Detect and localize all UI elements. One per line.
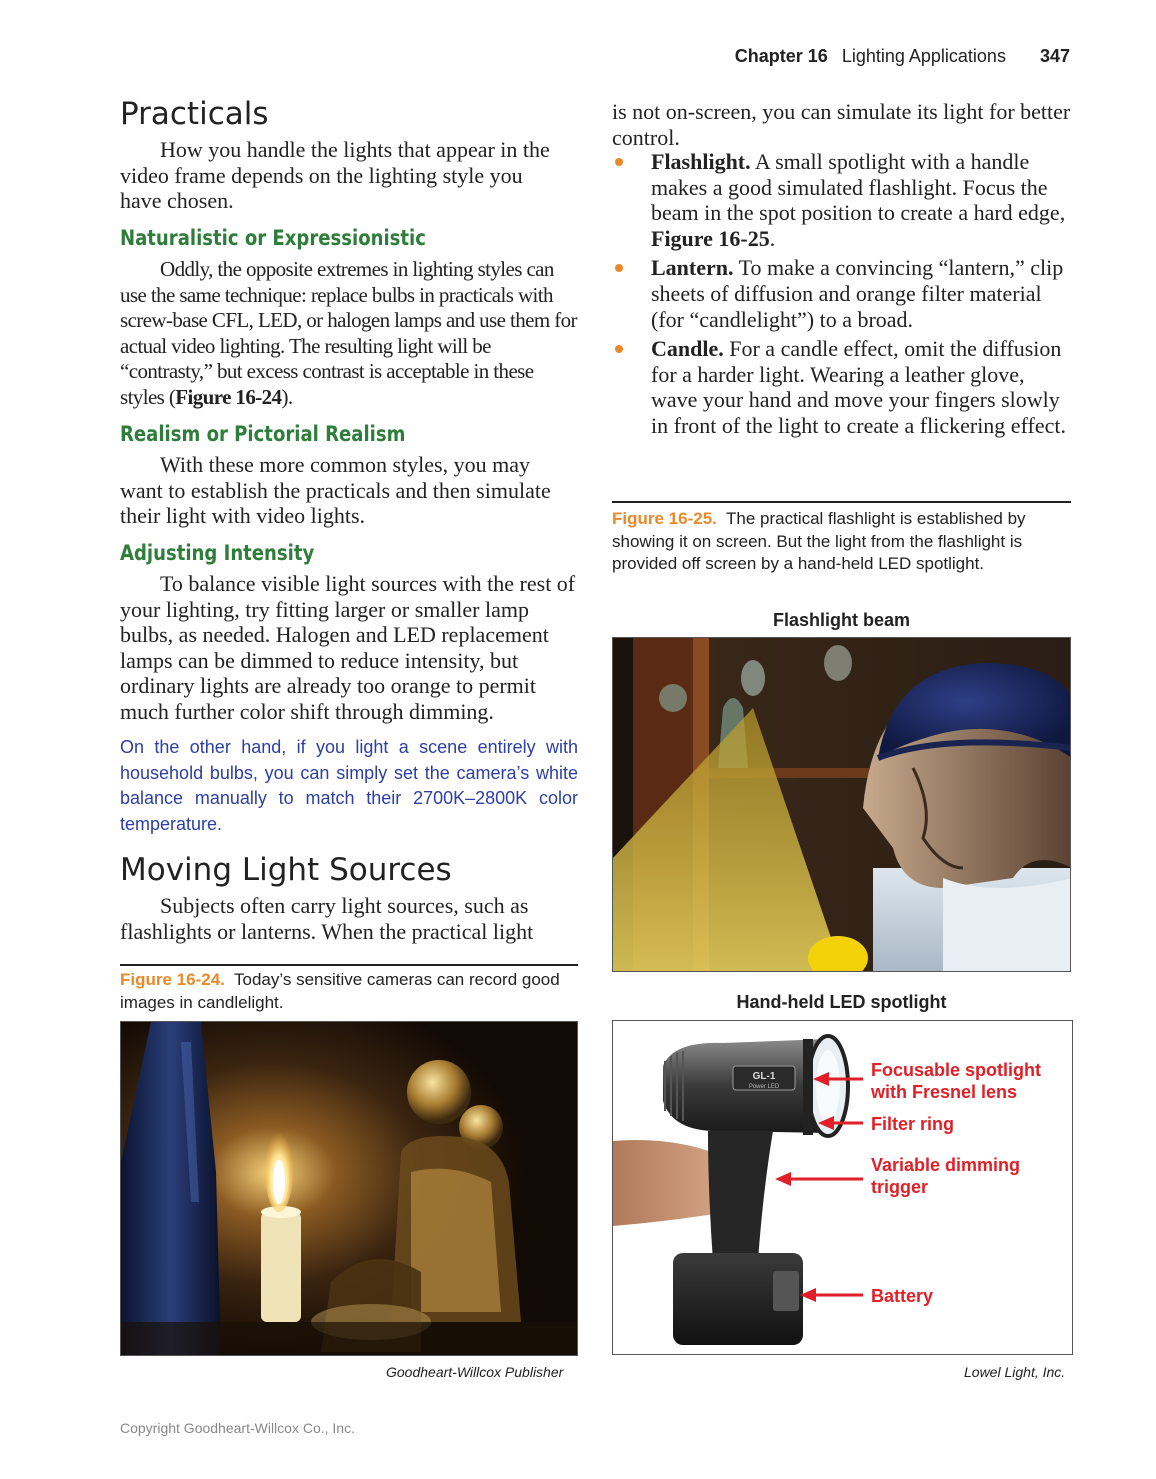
figure-25-credit: Lowel Light, Inc.	[964, 1364, 1066, 1380]
continuation-text: is not on-screen, you can simulate its light for better control.	[612, 99, 1071, 150]
led-spotlight-photo	[612, 1020, 1073, 1355]
flashlight-beam-photo	[612, 637, 1071, 972]
handle	[708, 1131, 773, 1261]
bullet-dot	[615, 158, 623, 166]
running-head	[735, 46, 1070, 67]
intensity-note: On the other hand, if you light a scene entirely with household bulbs, you can simply set the camera’s white balance manually to match their 2700K–2800K color temperature.	[120, 737, 578, 834]
candle	[261, 1212, 301, 1322]
naturalistic-body: Oddly, the opposite extremes in lighting styles can use the same technique: replace bulbs in practicals with screw-base CFL, LED, or halogen lamps and use them for actual video lighting. The resulting light will be “contrasty,” but excess contrast is acceptable in these styles (Figure 16-24).	[120, 257, 577, 409]
heading-realism: Realism or Pictorial Realism	[120, 422, 406, 446]
intensity-body: To balance visible light sources with the rest of your lighting, try fitting larger or smaller lamp bulbs, as needed. Halogen and LED replacement lamps can be dimmed to reduce intensity, but ordinary lights are already too orange to permit much further color shift through dimming.	[120, 571, 576, 724]
figure-16-25-reference[interactable]: Figure 16-25	[651, 225, 770, 251]
flashlight-beam-title: Flashlight beam	[772, 610, 911, 630]
device-label: GL-1	[752, 1071, 776, 1082]
heading-moving-light-sources: Moving Light Sources	[120, 852, 452, 888]
figure-25-label: Figure 16-25.	[612, 509, 717, 528]
callout-filter-ring: Filter ring	[871, 1114, 955, 1134]
list-item-candle: Candle. For a candle effect, omit the diffusion for a harder light. Wearing a leather glove, wave your hand and move your fingers slowly in front of the light to create a flickering effect.	[612, 336, 1072, 438]
figure-24-label: Figure 16-24.	[120, 970, 225, 989]
moving-body: Subjects often carry light sources, such as flashlights or lanterns. When the practical light	[120, 893, 534, 944]
callout-lens: Focusable spotlight with Fresnel lens	[871, 1060, 1042, 1102]
practicals-intro: How you handle the lights that appear in the video frame depends on the lighting style you have chosen.	[120, 137, 550, 214]
list-item-flashlight: Flashlight. A small spotlight with a handle makes a good simulated flashlight. Focus the beam in the spot position to create a hard edge, Figure 16-25.	[612, 149, 1072, 251]
callout-battery: Battery	[871, 1286, 934, 1306]
spotlight-title: Hand-held LED spotlight	[736, 992, 947, 1012]
heading-practicals: Practicals	[120, 96, 269, 132]
figure-24-rule	[120, 964, 578, 966]
page-number: 347	[1039, 46, 1070, 66]
callout-trigger: Variable dimming trigger	[871, 1155, 1021, 1197]
figure-16-24-reference[interactable]: Figure 16-24	[175, 384, 282, 409]
chapter-number: Chapter 16	[734, 46, 828, 66]
figure-24-credit: Goodheart-Willcox Publisher	[386, 1364, 564, 1380]
figure-25-rule	[612, 501, 1071, 503]
realism-body: With these more common styles, you may want to establish the practicals and then simulate their light with video lights.	[120, 452, 551, 529]
figure-24-caption: Figure 16-24. Today’s sensitive cameras can record good images in candlelight.	[120, 970, 560, 1012]
bullet-dot	[615, 345, 623, 353]
technique-list	[612, 149, 1072, 443]
figure-25-caption: Figure 16-25. The practical flashlight is established by showing it on screen. But the light from the flashlight is provided off screen by a hand-held LED spotlight.	[612, 509, 1026, 573]
list-item-lantern: Lantern. To make a convincing “lantern,” clip sheets of diffusion and orange filter material (for “candlelight”) to a broad.	[612, 255, 1072, 332]
chapter-title: Lighting Applications	[841, 46, 1006, 66]
bullet-dot	[615, 264, 623, 272]
decanter-stopper	[407, 1060, 471, 1124]
copyright-notice: Copyright Goodheart-Willcox Co., Inc.	[120, 1420, 355, 1436]
candlelight-photo	[120, 1021, 578, 1356]
device-sublabel: Power LED	[748, 1084, 780, 1090]
filter-ring	[803, 1039, 813, 1135]
heading-naturalistic: Naturalistic or Expressionistic	[120, 226, 426, 250]
heading-adjusting-intensity: Adjusting Intensity	[120, 541, 315, 565]
